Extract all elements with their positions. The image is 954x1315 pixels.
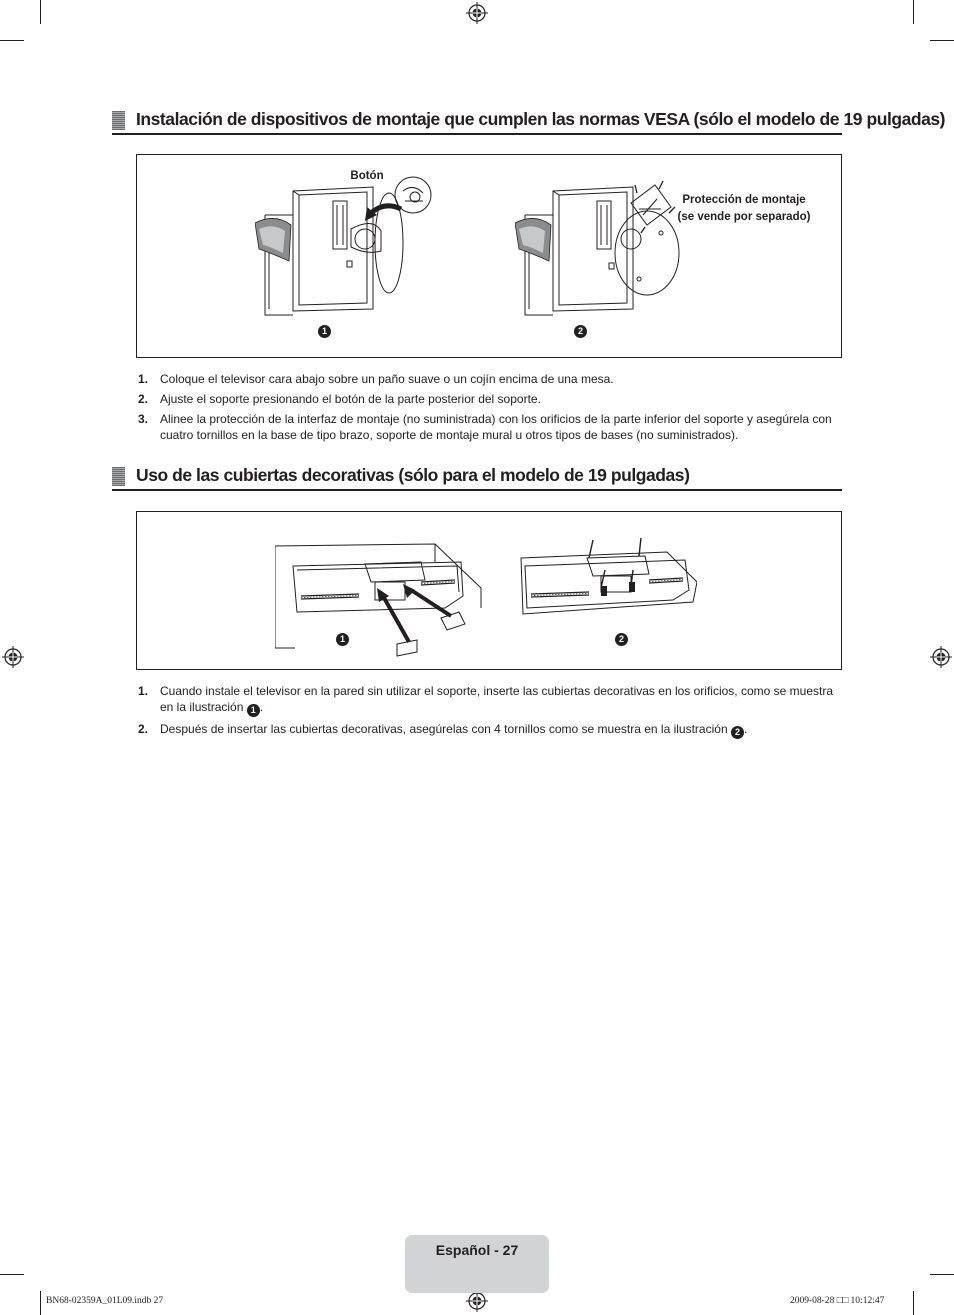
illustration-stand-button xyxy=(255,173,455,338)
step-item xyxy=(138,411,838,443)
print-slug-date: 2009-08-28 □□ 10:12:47 xyxy=(790,1296,885,1306)
step-text: Ajuste el soporte presionando el botón de la parte posterior del soporte. xyxy=(160,392,541,406)
registration-mark-icon xyxy=(466,2,488,24)
section-title: Uso de las cubiertas decorativas (sólo para el modelo de 19 pulgadas) xyxy=(136,465,690,485)
step-text: Alinee la protección de la interfaz de montaje (no suministrada) con los orificios de la parte inferior del soporte y asegúrela con cuatro tornillos en la base de tipo brazo, soporte de montaje mural u otros tipos de bases (no suministrados). xyxy=(160,412,832,442)
step-item xyxy=(138,391,838,407)
steps-list-decorative-covers xyxy=(138,683,838,743)
figure-vesa-mount xyxy=(136,154,842,358)
step-item xyxy=(138,721,838,739)
crop-mark xyxy=(913,0,914,24)
crop-mark xyxy=(913,1291,914,1315)
crop-mark xyxy=(0,1274,24,1275)
marker-1: 1 xyxy=(318,325,331,338)
print-slug-file: BN68-02359A_01L09.indb 27 xyxy=(46,1296,164,1306)
label-mount-protection-line1: Protección de montaje xyxy=(682,194,806,206)
steps-list-vesa xyxy=(138,371,838,447)
step-number: 2. xyxy=(138,392,149,406)
crop-mark xyxy=(40,1291,41,1315)
step-number: 1. xyxy=(138,684,149,698)
page-number: Español - 27 xyxy=(435,1242,519,1258)
illustration-ref: 2 xyxy=(731,726,744,739)
marker-2: 2 xyxy=(615,633,628,646)
step-number: 2. xyxy=(138,722,149,736)
step-item xyxy=(138,371,838,387)
section-header-vesa xyxy=(112,109,946,136)
step-text: Coloque el televisor cara abajo sobre un paño suave o un cojín encima de una mesa. xyxy=(160,372,614,386)
step-item xyxy=(138,683,838,717)
section-rule xyxy=(112,489,842,491)
illustration-secure-screws xyxy=(517,538,697,628)
registration-mark-icon xyxy=(930,646,952,668)
figure-decorative-covers xyxy=(136,511,842,670)
crop-mark xyxy=(0,40,24,41)
illustration-insert-covers xyxy=(275,536,485,664)
illustration-ref: 1 xyxy=(247,704,260,717)
label-mount-protection xyxy=(671,192,817,226)
step-number: 1. xyxy=(138,372,149,386)
crop-mark xyxy=(930,40,954,41)
label-mount-protection-line2: (se vende por separado) xyxy=(677,211,811,223)
marker-1: 1 xyxy=(336,633,349,646)
step-text: Después de insertar las cubiertas decorativas, asegúrelas con 4 tornillos como se muestra en la ilustración xyxy=(160,722,728,736)
label-button: Botón xyxy=(350,170,384,182)
page-number-tab xyxy=(405,1235,549,1293)
section-marker xyxy=(112,111,125,130)
section-marker xyxy=(112,467,125,486)
section-title: Instalación de dispositivos de montaje que cumplen las normas VESA (sólo el modelo de 19 pulgadas) xyxy=(136,109,946,129)
step-text-tail: . xyxy=(259,700,264,714)
step-text: Cuando instale el televisor en la pared sin utilizar el soporte, inserte las cubiertas decorativas en los orificios, como se muestra en la ilustración xyxy=(160,684,833,714)
step-number: 3. xyxy=(138,412,149,426)
crop-mark xyxy=(40,0,41,24)
crop-mark xyxy=(930,1274,954,1275)
section-header-decorative-covers xyxy=(112,465,842,492)
section-rule xyxy=(112,133,842,135)
step-text-tail: . xyxy=(743,722,748,736)
registration-mark-icon xyxy=(2,646,24,668)
marker-2: 2 xyxy=(574,325,587,338)
registration-mark-icon xyxy=(466,1290,488,1312)
